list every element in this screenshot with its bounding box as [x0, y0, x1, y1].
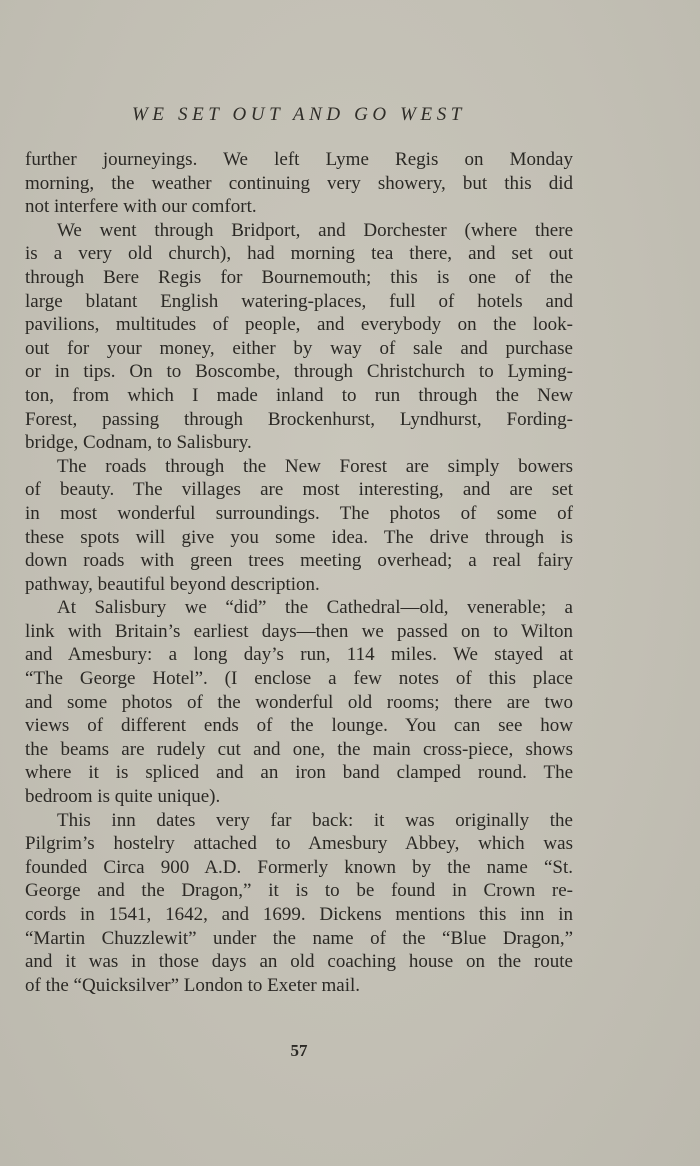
text-line: We went through Bridport, and Dorchester (where there	[57, 219, 573, 241]
running-head: WE SET OUT AND GO WEST	[132, 104, 466, 125]
text-line: in most wonderful surroundings. The photos of some of	[25, 502, 573, 524]
text-line: pavilions, multitudes of people, and everybody on the look-	[25, 314, 573, 336]
text-line: the beams are rudely cut and one, the main cross-piece, shows	[25, 738, 573, 760]
text-line: Pilgrim’s hostelry attached to Amesbury Abbey, which was	[25, 833, 573, 855]
text-line: large blatant English watering-places, full of hotels and	[25, 290, 573, 312]
book-page	[25, 0, 573, 1166]
text-line: further journeyings. We left Lyme Regis on Monday	[25, 149, 573, 170]
text-line: out for your money, either by way of sale and purchase	[25, 337, 573, 359]
text-line: or in tips. On to Boscombe, through Christchurch to Lyming-	[25, 361, 573, 383]
text-line: The roads through the New Forest are simply bowers	[57, 455, 573, 477]
text-line: pathway, beautiful beyond description.	[25, 573, 320, 595]
text-line: where it is spliced and an iron band clamped round. The	[25, 762, 573, 784]
text-line: link with Britain’s earliest days—then we passed on to Wilton	[25, 620, 573, 642]
text-line: “Martin Chuzzlewit” under the name of the “Blue Dragon,”	[25, 927, 573, 949]
text-line: founded Circa 900 A.D. Formerly known by the name “St.	[25, 856, 573, 878]
text-line: these spots will give you some idea. The drive through is	[25, 526, 573, 548]
text-line: bedroom is quite unique).	[25, 786, 221, 808]
text-line: down roads with green trees meeting overhead; a real fairy	[25, 550, 573, 572]
text-line: At Salisbury we “did” the Cathedral—old, venerable; a	[57, 597, 573, 619]
text-line: and Amesbury: a long day’s run, 114 miles. We stayed at	[25, 644, 573, 666]
text-line: cords in 1541, 1642, and 1699. Dickens mentions this inn in	[25, 904, 573, 925]
text-line: “The George Hotel”. (I enclose a few notes of this place	[25, 668, 573, 690]
text-line: views of different ends of the lounge. You can see how	[25, 715, 573, 737]
text-line: of the “Quicksilver” London to Exeter mail.	[25, 974, 361, 996]
text-line: is a very old church), had morning tea there, and set out	[25, 243, 573, 265]
text-line: Forest, passing through Brockenhurst, Lyndhurst, Fording-	[25, 408, 573, 430]
text-line: through Bere Regis for Bournemouth; this is one of the	[25, 266, 573, 288]
text-line: of beauty. The villages are most interesting, and are set	[25, 479, 573, 501]
text-line: not interfere with our comfort.	[25, 196, 257, 218]
text-line: bridge, Codnam, to Salisbury.	[25, 432, 252, 454]
text-line: and it was in those days an old coaching house on the route	[25, 951, 573, 973]
page-number: 57	[290, 1041, 308, 1060]
text-line: This inn dates very far back: it was originally the	[57, 809, 573, 831]
text-line: morning, the weather continuing very showery, but this did	[25, 172, 573, 194]
text-line: ton, from which I made inland to run through the New	[25, 384, 573, 406]
text-line: George and the Dragon,” it is to be found in Crown re-	[25, 880, 573, 902]
body-text	[25, 148, 573, 997]
text-line: and some photos of the wonderful old rooms; there are two	[25, 691, 573, 713]
